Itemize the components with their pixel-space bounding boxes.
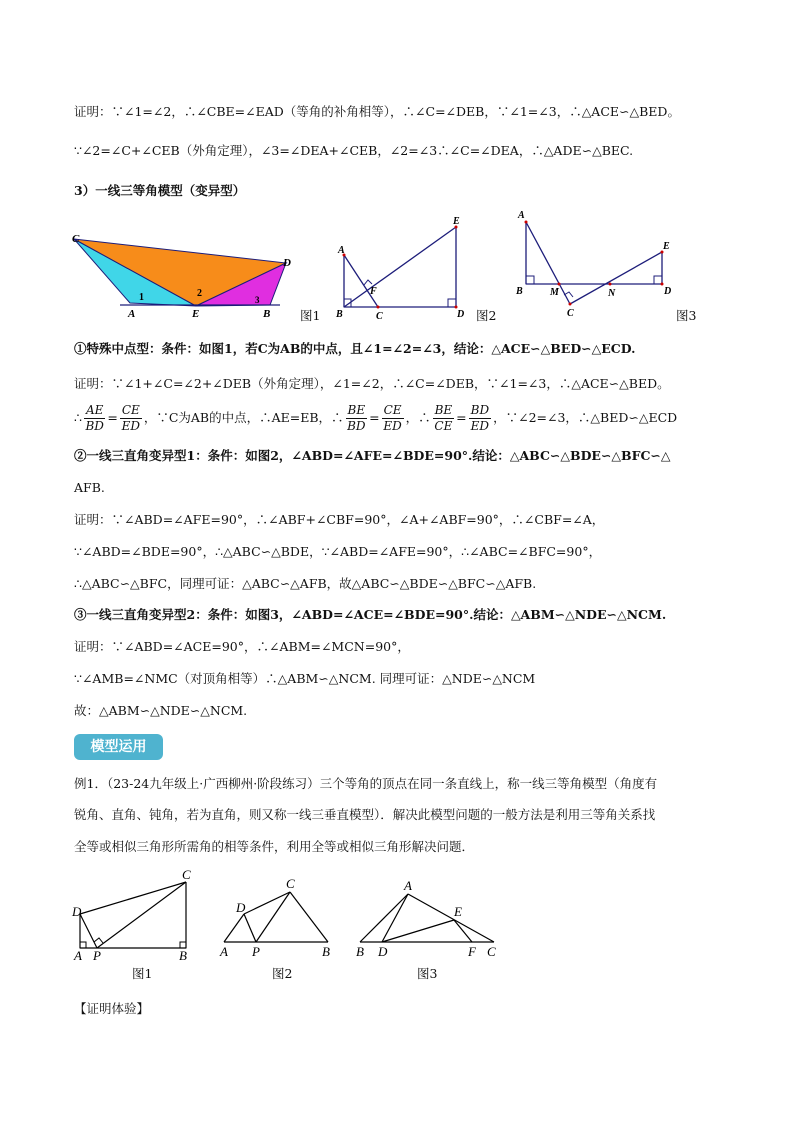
b-fig2-label-A: A [220,944,228,959]
fig3-label-A: A [518,210,525,221]
proof-line-1: 证明：∵∠1=∠2，∴∠CBE=∠EAD（等角的补角相等），∴∠C=∠DEB，∵∠1=∠3，∴△ACE∽△BED。 [74,104,680,119]
fig2-label-F: F [370,286,377,297]
b-fig2-label-P: P [252,944,260,959]
fraction-4: $\frac{CE}{ED}$ [383,403,402,433]
proof-experience-heading: 【证明体验】 [74,1001,150,1016]
fig2-label-D: D [457,309,465,320]
proof-line-15: 故：△ABM∽△NDE∽△NCM. [74,703,248,718]
variant2-condition: ③一线三直角变异型2：条件：如图3，∠ABD=∠ACE=∠BDE=90°.结论：△ABM∽△NDE∽△NCM. [74,607,667,622]
b-fig3-label-E: E [454,904,462,919]
figure-bottom-2 [216,878,346,960]
caption-top-fig1: 图1 [300,308,321,323]
fraction-line-part-2: ，∵C为AB的中点，∴AE=EB，∴ [143,410,344,425]
fig3-label-B: B [516,286,523,297]
fraction-line-part-1: ∴ [74,410,82,425]
b-fig1-label-A: A [74,948,82,960]
b-fig2-label-C: C [286,878,295,891]
proof-line-14: ∵∠AMB=∠NMC（对顶角相等）∴△ABM∽△NCM. 同理可证：△NDE∽△NCM [74,671,536,686]
example-line-1: 例1．（23-24九年级上·广西柳州·阶段练习）三个等角的顶点在同一条直线上，称一线三等角模型（角度有 [74,776,658,791]
b-fig1-label-D: D [72,904,82,919]
fig2-label-E: E [453,216,460,227]
fraction-6: $\frac{BD}{ED}$ [470,403,490,433]
variant1-condition-cont: AFB. [74,480,105,495]
proof-line-2: ∵∠2=∠C+∠CEB（外角定理），∠3=∠DEA+∠CEB，∠2=∠3∴∠C=∠DEA，∴△ADE∽△BEC. [74,143,634,158]
special-midpoint-line: ①特殊中点型：条件：如图1，若C为AB的中点，且∠1=∠2=∠3，结论：△ACE∽△BED∽△ECD. [74,341,636,356]
figure-top-1 [70,230,300,322]
caption-bottom-fig2: 图2 [272,966,293,981]
proof-line-5: 证明：∵∠1+∠C=∠2+∠DEB（外角定理），∠1=∠2，∴∠C=∠DEB，∵∠1=∠3，∴△ACE∽△BED。 [74,376,670,391]
fig3-label-D: D [664,286,672,297]
fig1-label-C: C [72,233,80,245]
section-heading-variant: 3）一线三等角模型（变异型） [74,183,246,198]
b-fig1-label-B: B [179,948,187,960]
caption-bottom-fig3: 图3 [417,966,438,981]
fig2-label-A: A [338,245,345,256]
variant1-condition: ②一线三直角变异型1：条件：如图2，∠ABD=∠AFE=∠BDE=90°.结论：△ABC∽△BDE∽△BFC∽△ [74,448,671,463]
fraction-line-part-3: ，∴ [405,410,431,425]
caption-bottom-fig1: 图1 [132,966,153,981]
b-fig3-label-F: F [468,944,476,959]
example-line-3: 全等或相似三角形所需角的相等条件，利用全等或相似三角形解决问题． [74,839,475,854]
caption-top-fig3: 图3 [676,308,697,323]
fig2-label-C: C [376,311,383,322]
fraction-line: ∴ $\frac{AE}{BD}$ = $\frac{CE}{ED}$ ，∵C为AB的中点，∴AE=EB，∴ $\frac{BE}{BD}$ = $\frac{CE}{ED}$ ，∴ $\frac{BE}{CE}$ = $\frac{BD}{ED}$ ，∵∠2=∠3，∴△BED∽△ECD [74,403,678,433]
caption-top-fig2: 图2 [476,308,497,323]
b-fig2-label-D: D [236,900,246,915]
figure-top-3 [512,206,682,324]
fig1-label-E: E [192,308,200,320]
b-fig1-label-C: C [182,868,191,882]
fig3-label-C: C [567,308,574,319]
figure-top-2 [332,215,472,323]
fig1-label-D: D [283,257,291,269]
proof-line-11: ∴△ABC∽△BFC，同理可证：△ABC∽△AFB，故△ABC∽△BDE∽△BFC∽△AFB. [74,576,537,591]
fig2-label-B: B [336,309,343,320]
figure-bottom-1 [70,868,200,960]
fraction-2: $\frac{CE}{ED}$ [121,403,141,433]
fraction-5: $\frac{BE}{CE}$ [434,403,453,433]
fig1-angle-3: 3 [255,295,260,305]
example-line-2: 锐角、直角、钝角，若为直角，则又称一线三垂直模型）．解决此模型问题的一般方法是利用三等角关系找 [74,807,656,822]
proof-line-13: 证明：∵∠ABD=∠ACE=90°，∴∠ABM=∠MCN=90°， [74,639,410,654]
proof-line-10: ∵∠ABD=∠BDE=90°，∴△ABC∽△BDE，∵∠ABD=∠AFE=90°，∴∠ABC=∠BFC=90°， [74,544,602,559]
fraction-line-part-4: ，∵∠2=∠3，∴△BED∽△ECD [493,410,678,425]
fig1-label-A: A [128,308,136,320]
b-fig3-label-A: A [404,878,412,893]
fraction-1: $\frac{AE}{BD}$ [85,403,104,433]
b-fig1-label-P: P [93,948,101,960]
fig3-label-N: N [608,288,616,299]
b-fig3-label-B: B [356,944,364,959]
b-fig3-label-D: D [378,944,388,959]
fig3-label-E: E [663,241,670,252]
fraction-3: $\frac{BE}{BD}$ [347,403,366,433]
fig1-angle-2: 2 [197,288,202,299]
fig3-label-M: M [550,287,559,298]
fig1-label-B: B [263,308,271,320]
proof-line-9: 证明：∵∠ABD=∠AFE=90°，∴∠ABF+∠CBF=90°，∠A+∠ABF=90°，∴∠CBF=∠A， [74,512,605,527]
b-fig2-label-B: B [322,944,330,959]
section-badge: 模型运用 [74,734,163,760]
figure-bottom-3 [352,878,502,960]
b-fig3-label-C: C [487,944,496,959]
fig1-angle-1: 1 [139,292,144,303]
